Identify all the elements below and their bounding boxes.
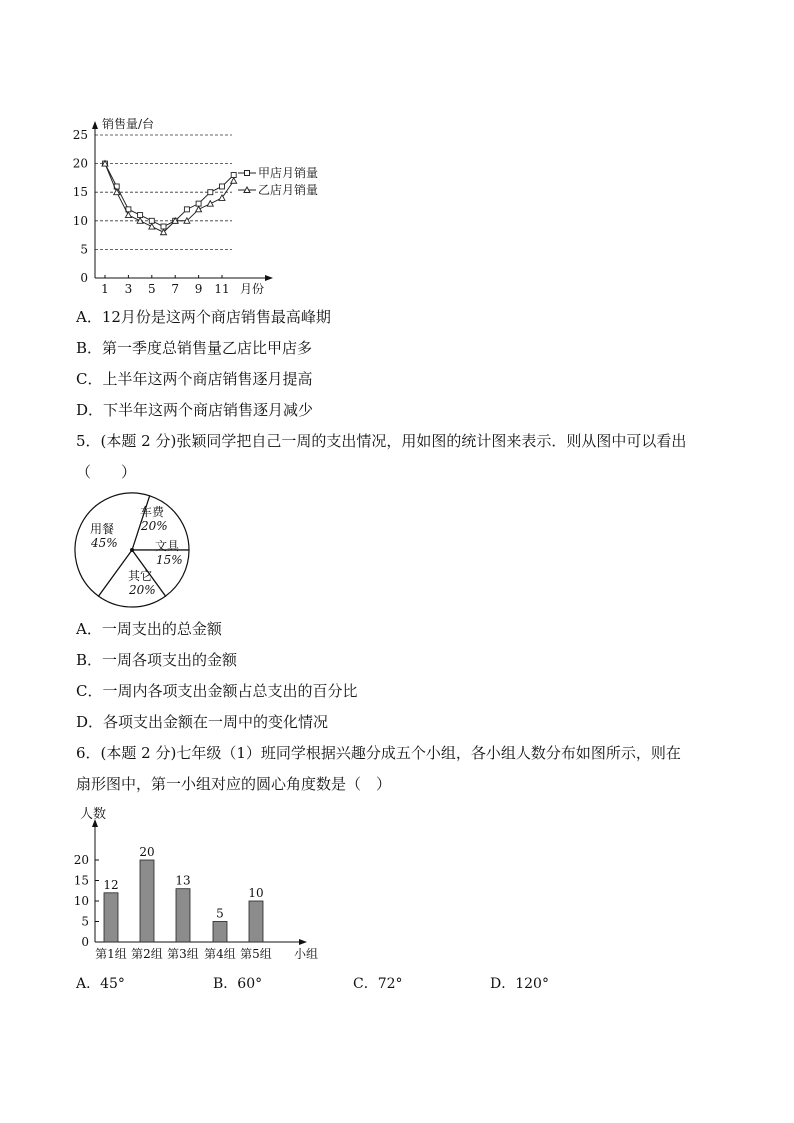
pie-slice-percent: 20% [141,519,168,533]
line-chart-legend [238,165,318,197]
bar-category-label: 第1组 [95,947,127,961]
line-chart-x-tick-label: 11 [214,282,230,296]
line-chart-x-arrow [265,275,273,281]
q4-option-b: B．第一季度总销售量乙店比甲店多 [76,339,313,357]
bar-4 [213,922,227,943]
bar-1 [104,893,118,942]
q6-option-b: B．60° [213,976,263,992]
pie-slice-label: 车费 [140,505,165,519]
bar-3 [176,889,190,942]
pie-slice-percent: 20% [129,583,156,597]
bar-chart-x-arrow [299,939,307,945]
bar-2 [140,860,154,942]
line-chart-y-ticks [73,128,88,285]
bar-category-label: 第2组 [131,947,163,961]
q4-option-d: D．下半年这两个商店销售逐月减少 [76,401,314,419]
bar-category-label: 第3组 [167,947,199,961]
q6-options [76,973,636,993]
bar-chart-ylabel: 人数 [80,807,107,822]
line-point-series-1 [208,190,213,195]
q5-option-b: B．一周各项支出的金额 [76,651,238,669]
line-series-2 [105,164,234,233]
line-chart-x-tick-label: 1 [101,282,109,296]
line-chart-y-tick-label: 20 [72,156,88,171]
q5-option-d: D．各项支出金额在一周中的变化情况 [76,713,329,731]
bar-value-label: 10 [248,886,264,900]
bar-chart-category-labels [95,947,272,961]
line-point-series-1 [184,207,189,212]
bar-chart-bars [103,845,263,942]
q5-pie-chart [0,490,794,610]
q5-stem: 5．(本题 2 分)张颖同学把自己一周的支出情况，用如图的统计图来表示．则从图中可以看出 [76,432,687,450]
q4-line-chart [0,110,794,410]
line-point-series-2 [149,224,155,230]
line-point-series-1 [149,218,154,223]
bar-value-label: 13 [175,873,191,888]
legend-marker-square [245,171,250,176]
line-chart-ylabel: 销售量/台 [102,117,155,131]
pie-slice-label: 用餐 [90,522,115,536]
line-chart-xlabel: 月份 [240,282,265,296]
bar-value-label: 5 [216,906,224,921]
bar-value-label: 20 [139,845,155,859]
line-point-series-1 [231,173,236,178]
q5-option-a: A．一周支出的总金额 [76,620,222,638]
legend-label: 乙店月销量 [258,183,319,197]
bar-chart-y-tick-label: 20 [73,853,89,867]
line-chart-x-tick-label: 7 [171,282,180,296]
line-point-series-1 [161,224,166,229]
line-chart-x-tick-label: 5 [147,282,156,296]
bar-category-label: 第5组 [240,947,272,961]
line-point-series-2 [231,178,237,184]
line-point-series-1 [220,184,225,189]
line-chart-x-tick-label: 9 [194,282,203,296]
line-chart-y-arrow [92,121,98,129]
q6-stem: 6．(本题 2 分)七年级（1）班同学根据兴趣分成五个小组，各小组人数分布如图所示，则在 [76,744,681,762]
line-chart-y-tick-label: 0 [80,271,88,285]
bar-category-label: 第4组 [204,947,236,961]
line-chart-y-tick-label: 25 [72,128,88,142]
q4-option-c: C．上半年这两个商店销售逐月提高 [76,370,313,388]
bar-chart-y-tick-label: 15 [73,873,89,888]
bar-chart-y-tick-label: 10 [73,894,89,908]
q4-option-a: A．12月份是这两个商店销售最高峰期 [76,308,331,326]
q6-option-a: A．45° [76,976,125,992]
line-point-series-2 [196,206,202,212]
bar-chart-y-tick-label: 5 [81,914,89,929]
line-point-series-1 [138,213,143,218]
line-point-series-2 [207,201,213,207]
bar-value-label: 12 [103,877,119,892]
line-point-series-2 [219,195,225,201]
q5-stem-paren: （ ） [76,463,137,481]
line-chart-y-tick-label: 15 [72,185,88,200]
pie-slice-percent: 15% [156,553,183,567]
line-chart-series [102,161,237,235]
line-chart-x-tick-label: 3 [124,282,133,296]
bar-chart-xlabel: 小组 [294,947,319,961]
legend-label: 甲店月销量 [258,166,319,180]
q6-stem-line2: 扇形图中，第一小组对应的圆心角度数是（ ） [76,775,392,793]
line-series-1 [105,164,234,227]
pie-slice-label: 其它 [128,569,153,583]
line-point-series-1 [196,201,201,206]
q5-option-c: C．一周内各项支出金额占总支出的百分比 [76,682,358,700]
pie-slice-percent: 45% [91,536,118,550]
line-point-series-2 [125,212,131,218]
q6-option-c: C．72° [353,976,403,992]
line-chart-y-tick-label: 5 [80,242,88,257]
pie-slice-label: 文具 [155,539,180,553]
q6-bar-chart [0,800,794,965]
q6-option-d: D．120° [490,976,549,992]
bar-chart-y-tick-label: 0 [81,935,89,949]
line-chart-y-tick-label: 10 [72,213,88,228]
pie-center-dot [130,548,134,552]
bar-5 [249,901,263,942]
